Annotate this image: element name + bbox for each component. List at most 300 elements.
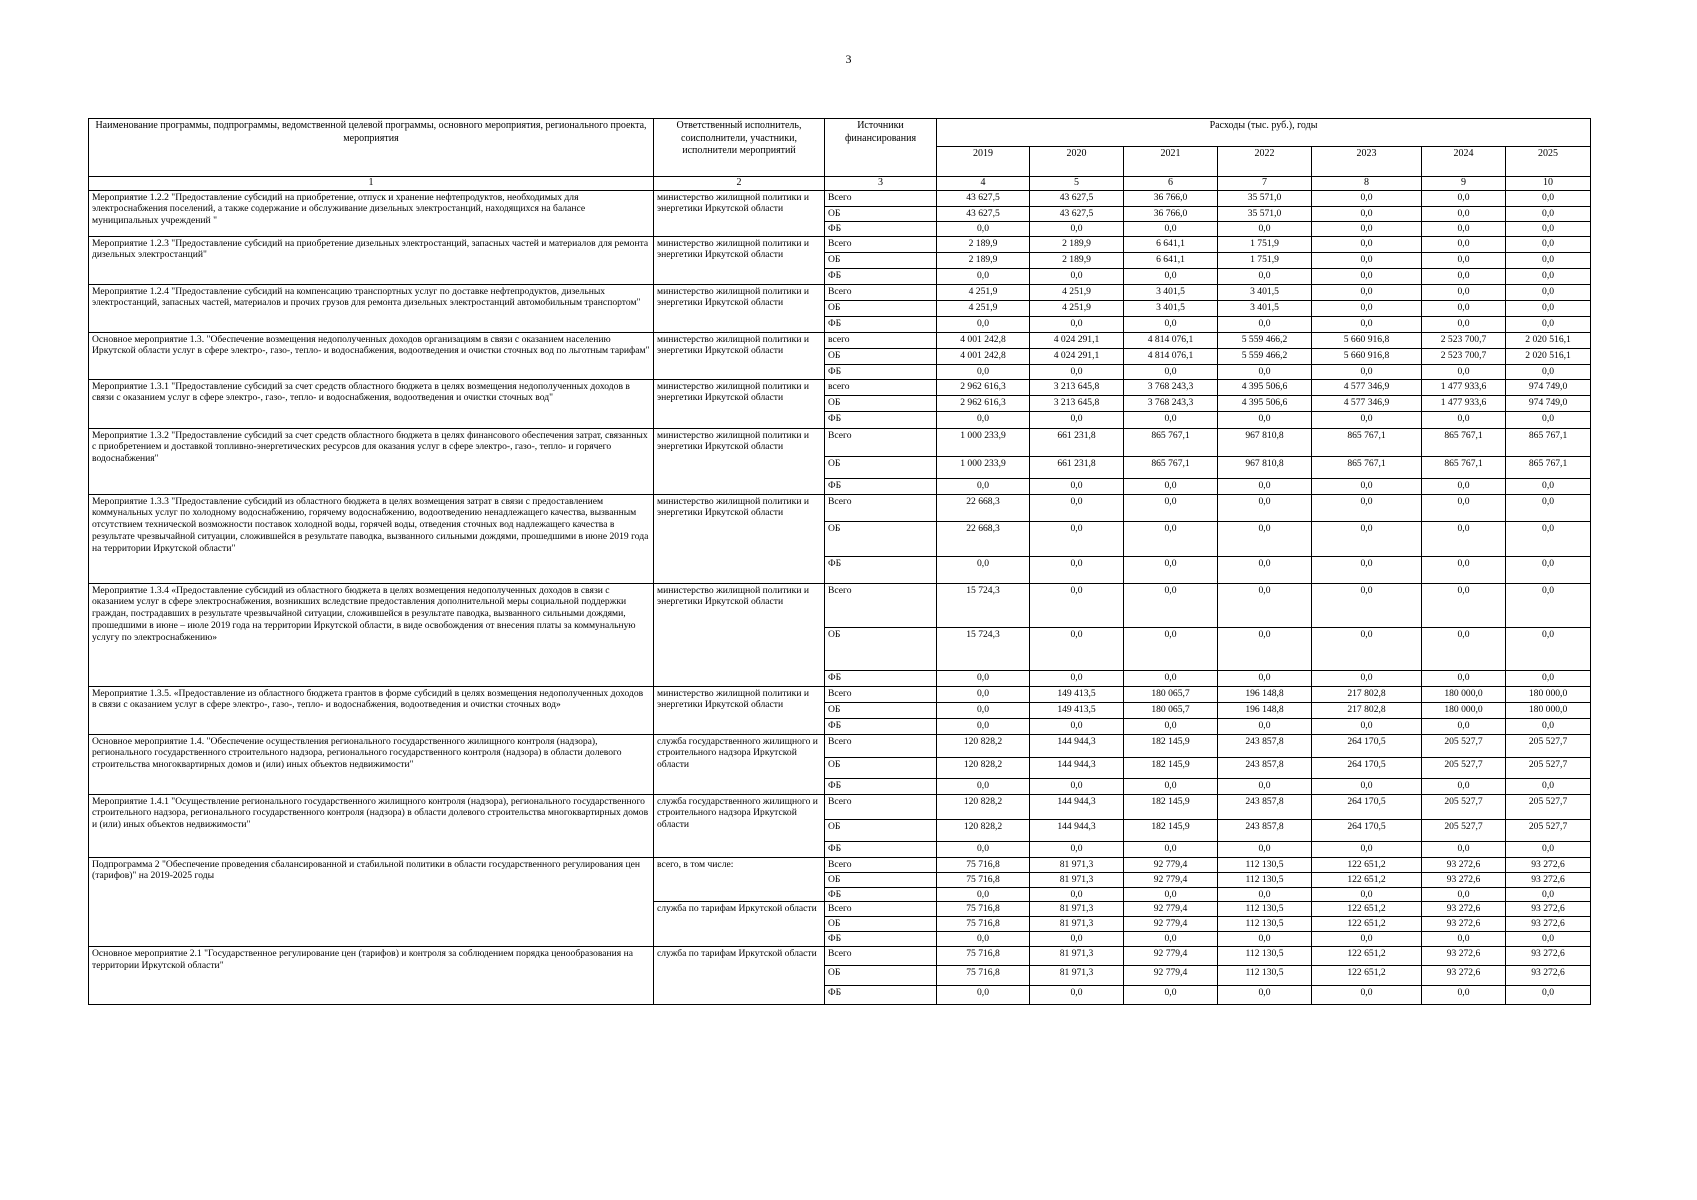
row-value: 5 559 466,2: [1218, 332, 1312, 348]
row-responsible: министерство жилищной политики и энергетики Иркутской области: [654, 190, 825, 236]
row-value: 0,0: [1124, 221, 1218, 236]
row-value: 0,0: [937, 316, 1030, 332]
row-value: 243 857,8: [1218, 757, 1312, 778]
row-value: 0,0: [1422, 841, 1506, 857]
row-value: 0,0: [1218, 583, 1312, 627]
row-value: 4 395 506,6: [1218, 379, 1312, 395]
header-index-row: [89, 177, 1591, 191]
header-source: Источники финансирования: [825, 119, 937, 177]
row-value: 3 401,5: [1218, 284, 1312, 300]
row-value: 112 130,5: [1218, 966, 1312, 986]
row-value: 264 170,5: [1312, 757, 1422, 778]
row-value: 0,0: [1422, 627, 1506, 670]
row-name: Мероприятие 1.3.3 "Предоставление субсидий из областного бюджета в целях возмещения затрат в связи с предоставлением коммунальных услуг по холодному водоснабжению, горячему водоснабжению, водоотведению ненадлежащего качества, вызванным отсутствием технической возможности поставок холодной воды, горячей воды, отведения сточных вод надлежащего качества в результате чрезвычайной ситуации, сложившейся в результате паводка, вызванного сильными дождями, прошедшими в июне 2019 года на территории Иркутской области": [89, 494, 654, 583]
row-value: 0,0: [1218, 986, 1312, 1005]
row-value: 0,0: [1422, 284, 1506, 300]
row-value: 217 802,8: [1312, 702, 1422, 718]
row-value: 4 001 242,8: [937, 348, 1030, 364]
row-value: 144 944,3: [1030, 734, 1124, 757]
row-responsible: министерство жилищной политики и энергетики Иркутской области: [654, 236, 825, 284]
row-value: 0,0: [1030, 556, 1124, 583]
row-source: Всего: [825, 190, 937, 206]
row-value: 205 527,7: [1422, 757, 1506, 778]
row-value: 0,0: [1422, 316, 1506, 332]
row-value: 0,0: [1422, 583, 1506, 627]
row-value: 0,0: [1312, 583, 1422, 627]
row-value: 0,0: [1422, 252, 1506, 268]
row-name: Мероприятие 1.3.4 «Предоставление субсидий из областного бюджета в целях возмещения недополученных доходов в связи с оказанием услуг в сфере электроснабжения, возникших вследствие предоставления дополнительной меры социальной поддержки граждан, пострадавших в результате чрезвычайной ситуации, сложившейся в результате паводка, вызванного сильными дождями, прошедшими в июне – июле 2019 года на территории Иркутской области, в виде освобождения от внесения платы за коммунальную услугу по электроснабжению»: [89, 583, 654, 686]
row-value: 967 810,8: [1218, 456, 1312, 478]
row-value: 120 828,2: [937, 794, 1030, 819]
row-value: 0,0: [1506, 364, 1591, 379]
row-value: 43 627,5: [937, 206, 1030, 221]
row-value: 205 527,7: [1422, 734, 1506, 757]
row-value: 3 768 243,3: [1124, 395, 1218, 411]
row-value: 3 401,5: [1124, 284, 1218, 300]
row-value: 0,0: [1312, 284, 1422, 300]
row-value: 0,0: [1312, 841, 1422, 857]
row-value: 122 651,2: [1312, 872, 1422, 887]
row-value: 0,0: [1312, 627, 1422, 670]
header-index: 2: [654, 177, 825, 191]
row-value: 180 000,0: [1506, 686, 1591, 702]
row-value: 182 145,9: [1124, 819, 1218, 841]
row-value: 205 527,7: [1506, 819, 1591, 841]
row-value: 4 395 506,6: [1218, 395, 1312, 411]
row-value: 149 413,5: [1030, 686, 1124, 702]
row-value: 4 251,9: [1030, 300, 1124, 316]
row-source: ОБ: [825, 252, 937, 268]
row-value: 974 749,0: [1506, 379, 1591, 395]
row-value: 180 000,0: [1422, 686, 1506, 702]
row-value: 36 766,0: [1124, 190, 1218, 206]
row-value: 0,0: [1030, 411, 1124, 428]
row-responsible: министерство жилищной политики и энергетики Иркутской области: [654, 379, 825, 428]
row-value: 0,0: [1030, 521, 1124, 556]
row-value: 93 272,6: [1506, 917, 1591, 932]
row-value: 0,0: [937, 718, 1030, 734]
row-value: 92 779,4: [1124, 872, 1218, 887]
row-value: 4 814 076,1: [1124, 332, 1218, 348]
row-value: 93 272,6: [1506, 857, 1591, 872]
row-value: 3 213 645,8: [1030, 395, 1124, 411]
row-value: 122 651,2: [1312, 857, 1422, 872]
row-value: 0,0: [1218, 411, 1312, 428]
row-value: 0,0: [1124, 364, 1218, 379]
row-value: 112 130,5: [1218, 902, 1312, 917]
row-value: 112 130,5: [1218, 947, 1312, 966]
row-value: 182 145,9: [1124, 794, 1218, 819]
row-source: ОБ: [825, 702, 937, 718]
row-value: 205 527,7: [1422, 819, 1506, 841]
row-value: 0,0: [1312, 316, 1422, 332]
row-value: 122 651,2: [1312, 902, 1422, 917]
row-value: 0,0: [1030, 841, 1124, 857]
row-source: ОБ: [825, 757, 937, 778]
row-source: Всего: [825, 583, 937, 627]
row-value: 0,0: [1506, 986, 1591, 1005]
row-responsible: служба государственного жилищного и строительного надзора Иркутской области: [654, 794, 825, 857]
row-value: 93 272,6: [1422, 917, 1506, 932]
row-value: 0,0: [1422, 206, 1506, 221]
row-value: 264 170,5: [1312, 734, 1422, 757]
row-value: 0,0: [1218, 778, 1312, 794]
row-value: 0,0: [1506, 268, 1591, 284]
row-value: 3 401,5: [1124, 300, 1218, 316]
row-value: 0,0: [1422, 932, 1506, 947]
row-value: 865 767,1: [1124, 456, 1218, 478]
row-value: 182 145,9: [1124, 757, 1218, 778]
header-index: 9: [1422, 177, 1506, 191]
row-value: 243 857,8: [1218, 819, 1312, 841]
row-value: 120 828,2: [937, 757, 1030, 778]
row-value: 43 627,5: [937, 190, 1030, 206]
expenses-table: [88, 118, 1591, 1005]
row-responsible: министерство жилищной политики и энергетики Иркутской области: [654, 284, 825, 332]
header-year: 2020: [1030, 147, 1124, 177]
row-value: 0,0: [1124, 583, 1218, 627]
row-value: 2 189,9: [937, 236, 1030, 252]
row-value: 2 962 616,3: [937, 379, 1030, 395]
row-value: 0,0: [1124, 521, 1218, 556]
row-value: 0,0: [937, 556, 1030, 583]
header-index: 10: [1506, 177, 1591, 191]
row-value: 144 944,3: [1030, 794, 1124, 819]
row-value: 43 627,5: [1030, 190, 1124, 206]
row-value: 15 724,3: [937, 627, 1030, 670]
row-responsible: всего, в том числе:: [654, 857, 825, 902]
table-row: [89, 284, 1591, 300]
row-value: 661 231,8: [1030, 428, 1124, 456]
row-value: 205 527,7: [1506, 757, 1591, 778]
row-value: 0,0: [1312, 252, 1422, 268]
row-value: 0,0: [1312, 300, 1422, 316]
row-source: ФБ: [825, 411, 937, 428]
row-value: 0,0: [1506, 627, 1591, 670]
header-responsible: Ответственный исполнитель, соисполнители, участники, исполнители мероприятий: [654, 119, 825, 177]
row-value: 0,0: [1124, 627, 1218, 670]
row-value: 0,0: [1506, 478, 1591, 494]
row-value: 0,0: [1124, 841, 1218, 857]
row-value: 243 857,8: [1218, 734, 1312, 757]
row-value: 1 000 233,9: [937, 456, 1030, 478]
row-value: 75 716,8: [937, 947, 1030, 966]
row-value: 112 130,5: [1218, 872, 1312, 887]
row-value: 0,0: [937, 670, 1030, 686]
row-value: 92 779,4: [1124, 917, 1218, 932]
row-source: всего: [825, 379, 937, 395]
row-value: 243 857,8: [1218, 794, 1312, 819]
row-value: 0,0: [1506, 718, 1591, 734]
row-value: 43 627,5: [1030, 206, 1124, 221]
row-value: 0,0: [1422, 221, 1506, 236]
row-value: 0,0: [1124, 556, 1218, 583]
row-value: 0,0: [1506, 494, 1591, 521]
row-value: 81 971,3: [1030, 872, 1124, 887]
row-name: Подпрограмма 2 "Обеспечение проведения сбалансированной и стабильной политики в области государственного регулирования цен (тарифов)" на 2019-2025 годы: [89, 857, 654, 947]
row-value: 0,0: [1422, 364, 1506, 379]
row-value: 0,0: [1218, 521, 1312, 556]
row-value: 5 660 916,8: [1312, 348, 1422, 364]
row-value: 0,0: [937, 221, 1030, 236]
row-value: 22 668,3: [937, 521, 1030, 556]
row-value: 865 767,1: [1124, 428, 1218, 456]
row-source: ФБ: [825, 887, 937, 902]
row-value: 0,0: [1312, 236, 1422, 252]
row-source: всего: [825, 332, 937, 348]
row-value: 865 767,1: [1506, 456, 1591, 478]
row-source: ОБ: [825, 456, 937, 478]
row-value: 3 768 243,3: [1124, 379, 1218, 395]
row-value: 0,0: [1030, 583, 1124, 627]
row-value: 92 779,4: [1124, 902, 1218, 917]
row-value: 0,0: [1030, 718, 1124, 734]
row-source: ФБ: [825, 841, 937, 857]
row-value: 0,0: [937, 932, 1030, 947]
row-source: ОБ: [825, 395, 937, 411]
header-index: 3: [825, 177, 937, 191]
row-value: 0,0: [1312, 206, 1422, 221]
row-value: 205 527,7: [1422, 794, 1506, 819]
row-source: ОБ: [825, 300, 937, 316]
row-value: 1 000 233,9: [937, 428, 1030, 456]
row-value: 0,0: [1218, 268, 1312, 284]
header-index: 4: [937, 177, 1030, 191]
row-value: 36 766,0: [1124, 206, 1218, 221]
row-source: Всего: [825, 794, 937, 819]
row-value: 4 024 291,1: [1030, 332, 1124, 348]
row-value: 0,0: [1312, 718, 1422, 734]
row-value: 0,0: [1422, 190, 1506, 206]
row-value: 180 000,0: [1422, 702, 1506, 718]
row-source: ОБ: [825, 819, 937, 841]
table-row: [89, 190, 1591, 206]
row-value: 3 401,5: [1218, 300, 1312, 316]
row-value: 0,0: [1218, 932, 1312, 947]
row-value: 0,0: [1030, 316, 1124, 332]
row-value: 81 971,3: [1030, 966, 1124, 986]
row-value: 0,0: [1506, 521, 1591, 556]
row-value: 75 716,8: [937, 857, 1030, 872]
header-index: 5: [1030, 177, 1124, 191]
row-responsible: министерство жилищной политики и энергетики Иркутской области: [654, 686, 825, 734]
row-value: 2 523 700,7: [1422, 348, 1506, 364]
row-value: 0,0: [1506, 887, 1591, 902]
row-value: 4 024 291,1: [1030, 348, 1124, 364]
row-value: 112 130,5: [1218, 857, 1312, 872]
row-value: 0,0: [1506, 841, 1591, 857]
row-value: 2 020 516,1: [1506, 348, 1591, 364]
row-value: 0,0: [1506, 190, 1591, 206]
row-value: 205 527,7: [1506, 794, 1591, 819]
row-value: 0,0: [1506, 284, 1591, 300]
row-value: 180 065,7: [1124, 702, 1218, 718]
row-source: Всего: [825, 686, 937, 702]
row-value: 2 189,9: [1030, 236, 1124, 252]
row-value: 0,0: [1422, 887, 1506, 902]
row-value: 0,0: [1030, 887, 1124, 902]
row-value: 81 971,3: [1030, 857, 1124, 872]
header-year: 2024: [1422, 147, 1506, 177]
row-value: 0,0: [1312, 364, 1422, 379]
table-row: [89, 332, 1591, 348]
row-name: Основное мероприятие 2.1 "Государственное регулирование цен (тарифов) и контроля за соблюдением порядка ценообразования на территории Иркутской области": [89, 947, 654, 1005]
table-row: [89, 494, 1591, 521]
row-value: 5 559 466,2: [1218, 348, 1312, 364]
row-value: 0,0: [1030, 478, 1124, 494]
row-value: 4 577 346,9: [1312, 395, 1422, 411]
row-value: 4 251,9: [937, 284, 1030, 300]
row-value: 0,0: [1312, 556, 1422, 583]
row-value: 0,0: [1506, 236, 1591, 252]
row-value: 865 767,1: [1312, 428, 1422, 456]
row-value: 144 944,3: [1030, 819, 1124, 841]
row-value: 0,0: [1312, 221, 1422, 236]
row-source: Всего: [825, 947, 937, 966]
row-value: 0,0: [1506, 316, 1591, 332]
row-name: Мероприятие 1.3.1 "Предоставление субсидий за счет средств областного бюджета в целях возмещения недополученных доходов в связи с оказанием услуг в сфере электро-, газо-, тепло- и водоснабжения, водоотведения и очистки сточных вод": [89, 379, 654, 428]
row-value: 2 523 700,7: [1422, 332, 1506, 348]
row-value: 205 527,7: [1506, 734, 1591, 757]
row-value: 0,0: [1312, 268, 1422, 284]
row-value: 92 779,4: [1124, 966, 1218, 986]
row-value: 0,0: [1218, 670, 1312, 686]
row-name: Мероприятие 1.2.4 "Предоставление субсидий на компенсацию транспортных услуг по доставке нефтепродуктов, дизельных электростанций, запасных частей, материалов и прочих грузов для ремонта дизельных электростанций автомобильным транспортом": [89, 284, 654, 332]
row-value: 0,0: [937, 702, 1030, 718]
row-value: 0,0: [1312, 670, 1422, 686]
row-source: ФБ: [825, 986, 937, 1005]
row-value: 865 767,1: [1312, 456, 1422, 478]
table-row: [89, 857, 1591, 872]
row-value: 75 716,8: [937, 872, 1030, 887]
row-value: 122 651,2: [1312, 947, 1422, 966]
row-value: 93 272,6: [1422, 872, 1506, 887]
row-value: 0,0: [1030, 778, 1124, 794]
row-name: Мероприятие 1.2.2 "Предоставление субсидий на приобретение, отпуск и хранение нефтепродуктов, необходимых для электроснабжения поселений, а также содержание и обслуживание дизельных электростанций, находящихся на балансе муниципальных учреждений ": [89, 190, 654, 236]
row-responsible: министерство жилищной политики и энергетики Иркутской области: [654, 332, 825, 379]
table-row: [89, 428, 1591, 456]
row-value: 0,0: [1124, 778, 1218, 794]
row-value: 35 571,0: [1218, 190, 1312, 206]
row-value: 81 971,3: [1030, 902, 1124, 917]
row-value: 15 724,3: [937, 583, 1030, 627]
row-value: 0,0: [937, 364, 1030, 379]
row-source: ОБ: [825, 521, 937, 556]
row-value: 0,0: [1422, 494, 1506, 521]
table-body: [89, 190, 1591, 1005]
row-value: 93 272,6: [1506, 872, 1591, 887]
header-index: 1: [89, 177, 654, 191]
row-source: Всего: [825, 494, 937, 521]
header-year: 2021: [1124, 147, 1218, 177]
row-value: 0,0: [1218, 556, 1312, 583]
row-value: 93 272,6: [1506, 947, 1591, 966]
row-value: 0,0: [937, 778, 1030, 794]
row-value: 0,0: [1218, 364, 1312, 379]
row-value: 0,0: [937, 478, 1030, 494]
row-value: 120 828,2: [937, 734, 1030, 757]
row-value: 120 828,2: [937, 819, 1030, 841]
row-value: 0,0: [1422, 478, 1506, 494]
row-source: ФБ: [825, 556, 937, 583]
row-value: 93 272,6: [1422, 857, 1506, 872]
row-value: 0,0: [1124, 986, 1218, 1005]
row-value: 0,0: [1218, 627, 1312, 670]
row-name: Мероприятие 1.3.5. «Предоставление из областного бюджета грантов в форме субсидий в целях возмещения недополученных доходов в связи с оказанием услуг в сфере электро-, газо-, тепло- и водоснабжения, водоотведения и очистки сточных вод»: [89, 686, 654, 734]
table-row: [89, 947, 1591, 966]
row-value: 661 231,8: [1030, 456, 1124, 478]
row-value: 92 779,4: [1124, 947, 1218, 966]
row-value: 264 170,5: [1312, 819, 1422, 841]
row-value: 4 251,9: [937, 300, 1030, 316]
row-value: 3 213 645,8: [1030, 379, 1124, 395]
row-value: 75 716,8: [937, 917, 1030, 932]
row-source: ОБ: [825, 872, 937, 887]
row-source: ФБ: [825, 778, 937, 794]
row-value: 81 971,3: [1030, 917, 1124, 932]
row-value: 2 189,9: [937, 252, 1030, 268]
row-value: 144 944,3: [1030, 757, 1124, 778]
row-value: 0,0: [1312, 494, 1422, 521]
row-value: 93 272,6: [1506, 902, 1591, 917]
row-value: 0,0: [1506, 300, 1591, 316]
row-value: 196 148,8: [1218, 702, 1312, 718]
row-responsible: служба государственного жилищного и строительного надзора Иркутской области: [654, 734, 825, 794]
row-value: 0,0: [1312, 986, 1422, 1005]
row-value: 0,0: [1124, 887, 1218, 902]
row-value: 264 170,5: [1312, 794, 1422, 819]
row-value: 6 641,1: [1124, 252, 1218, 268]
row-name: Основное мероприятие 1.4. "Обеспечение осуществления регионального государственного жилищного контроля (надзора), регионального государственного строительного надзора, регионального государственного контроля (надзора) в области долевого строительства многоквартирных домов и (или) иных объектов недвижимости": [89, 734, 654, 794]
row-value: 0,0: [1124, 670, 1218, 686]
row-value: 0,0: [1422, 556, 1506, 583]
table-row: [89, 734, 1591, 757]
row-value: 122 651,2: [1312, 966, 1422, 986]
row-value: 93 272,6: [1506, 966, 1591, 986]
row-value: 0,0: [1312, 778, 1422, 794]
row-value: 0,0: [1124, 316, 1218, 332]
row-value: 0,0: [1506, 411, 1591, 428]
table-header: [89, 119, 1591, 191]
row-value: 0,0: [1030, 627, 1124, 670]
header-name: Наименование программы, подпрограммы, ведомственной целевой программы, основного мероприятия, регионального проекта, мероприятия: [89, 119, 654, 177]
row-value: 0,0: [1218, 887, 1312, 902]
row-value: 0,0: [1422, 778, 1506, 794]
row-value: 0,0: [1218, 718, 1312, 734]
row-value: 180 065,7: [1124, 686, 1218, 702]
row-value: 0,0: [1422, 411, 1506, 428]
row-value: 0,0: [1506, 932, 1591, 947]
row-source: ОБ: [825, 966, 937, 986]
row-value: 1 477 933,6: [1422, 395, 1506, 411]
row-value: 0,0: [1312, 521, 1422, 556]
row-source: Всего: [825, 236, 937, 252]
row-value: 4 001 242,8: [937, 332, 1030, 348]
row-value: 974 749,0: [1506, 395, 1591, 411]
table-row: [89, 686, 1591, 702]
row-value: 0,0: [937, 887, 1030, 902]
row-name: Мероприятие 1.4.1 "Осуществление регионального государственного жилищного контроля (надзора), регионального государственного строительного надзора, регионального государственного контроля (надзора) в области долевого строительства многоквартирных домов и (или) иных объектов недвижимости": [89, 794, 654, 857]
row-source: Всего: [825, 902, 937, 917]
row-value: 967 810,8: [1218, 428, 1312, 456]
row-source: ФБ: [825, 364, 937, 379]
table-row: [89, 794, 1591, 819]
row-source: ФБ: [825, 670, 937, 686]
row-value: 0,0: [1218, 478, 1312, 494]
row-value: 0,0: [1124, 478, 1218, 494]
row-value: 4 577 346,9: [1312, 379, 1422, 395]
row-value: 2 020 516,1: [1506, 332, 1591, 348]
